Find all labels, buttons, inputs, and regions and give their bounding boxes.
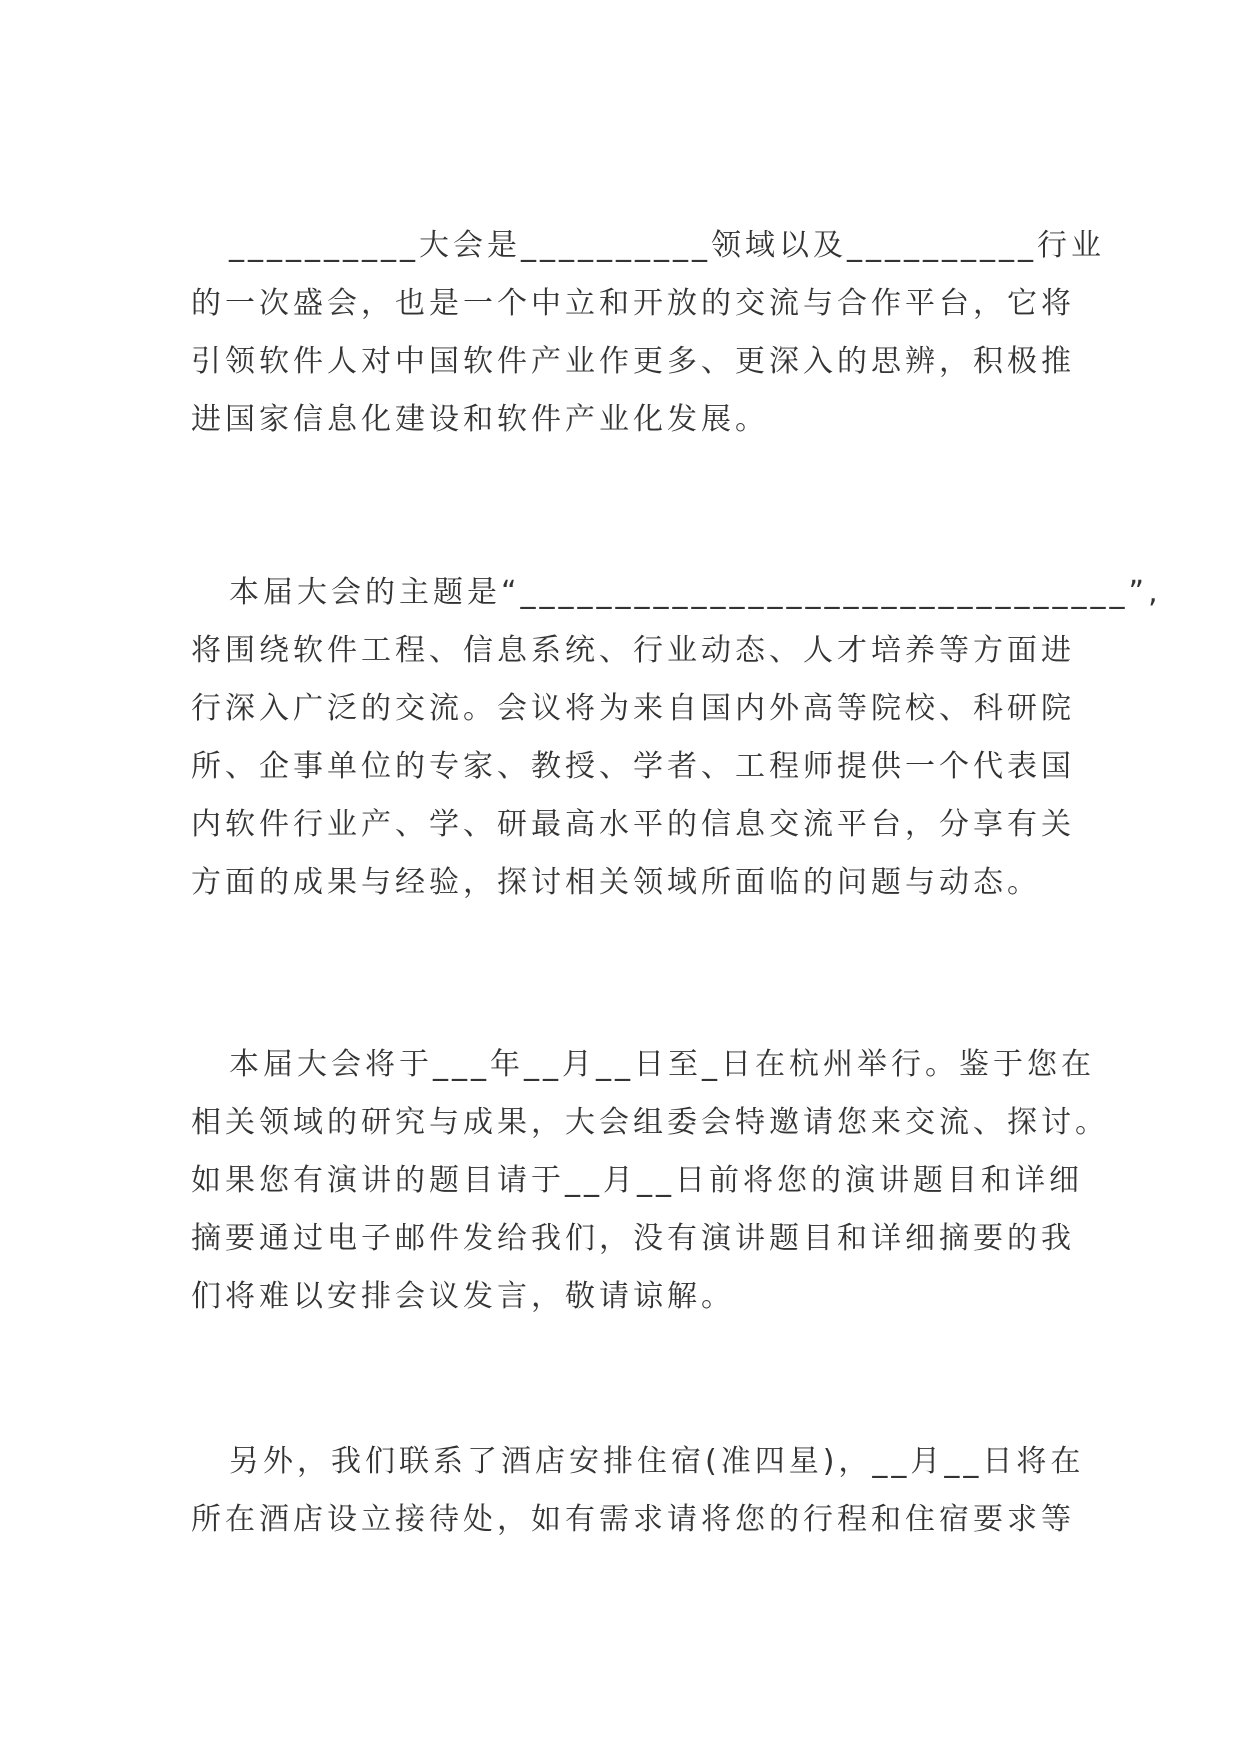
text-line: 内软件行业产、学、研最高水平的信息交流平台，分享有关: [191, 807, 1075, 842]
text-line: 进国家信息化建设和软件产业化发展。: [191, 402, 769, 437]
text-line: 方面的成果与经验，探讨相关领域所面临的问题与动态。: [191, 865, 1041, 900]
text-line: __________大会是__________领域以及__________行业: [229, 228, 1105, 263]
text-line: 们将难以安排会议发言，敬请谅解。: [191, 1279, 735, 1314]
text-line: 所在酒店设立接待处，如有需求请将您的行程和住宿要求等: [191, 1502, 1075, 1537]
text-line: 行深入广泛的交流。会议将为来自国内外高等院校、科研院: [191, 691, 1075, 726]
text-line: 相关领域的研究与成果，大会组委会特邀请您来交流、探讨。: [191, 1105, 1109, 1140]
text-line: 本届大会的主题是“________________________________”,: [229, 575, 1162, 610]
text-line: 将围绕软件工程、信息系统、行业动态、人才培养等方面进: [191, 633, 1075, 668]
paragraph-conference-schedule: [191, 1036, 1109, 1326]
text-line: 如果您有演讲的题目请于__月__日前将您的演讲题目和详细: [191, 1163, 1083, 1198]
text-line: 摘要通过电子邮件发给我们，没有演讲题目和详细摘要的我: [191, 1221, 1075, 1256]
paragraph-conference-intro: [191, 217, 1105, 449]
text-line: 本届大会将于___年__月__日至_日在杭州举行。鉴于您在: [229, 1047, 1095, 1082]
paragraph-conference-theme: [191, 564, 1162, 912]
text-line: 另外，我们联系了酒店安排住宿(准四星)，__月__日将在: [229, 1444, 1085, 1479]
text-line: 的一次盛会，也是一个中立和开放的交流与合作平台，它将: [191, 286, 1075, 321]
text-line: 所、企事单位的专家、教授、学者、工程师提供一个代表国: [191, 749, 1075, 784]
text-line: 引领软件人对中国软件产业作更多、更深入的思辨，积极推: [191, 344, 1075, 379]
paragraph-accommodation: [191, 1433, 1085, 1549]
